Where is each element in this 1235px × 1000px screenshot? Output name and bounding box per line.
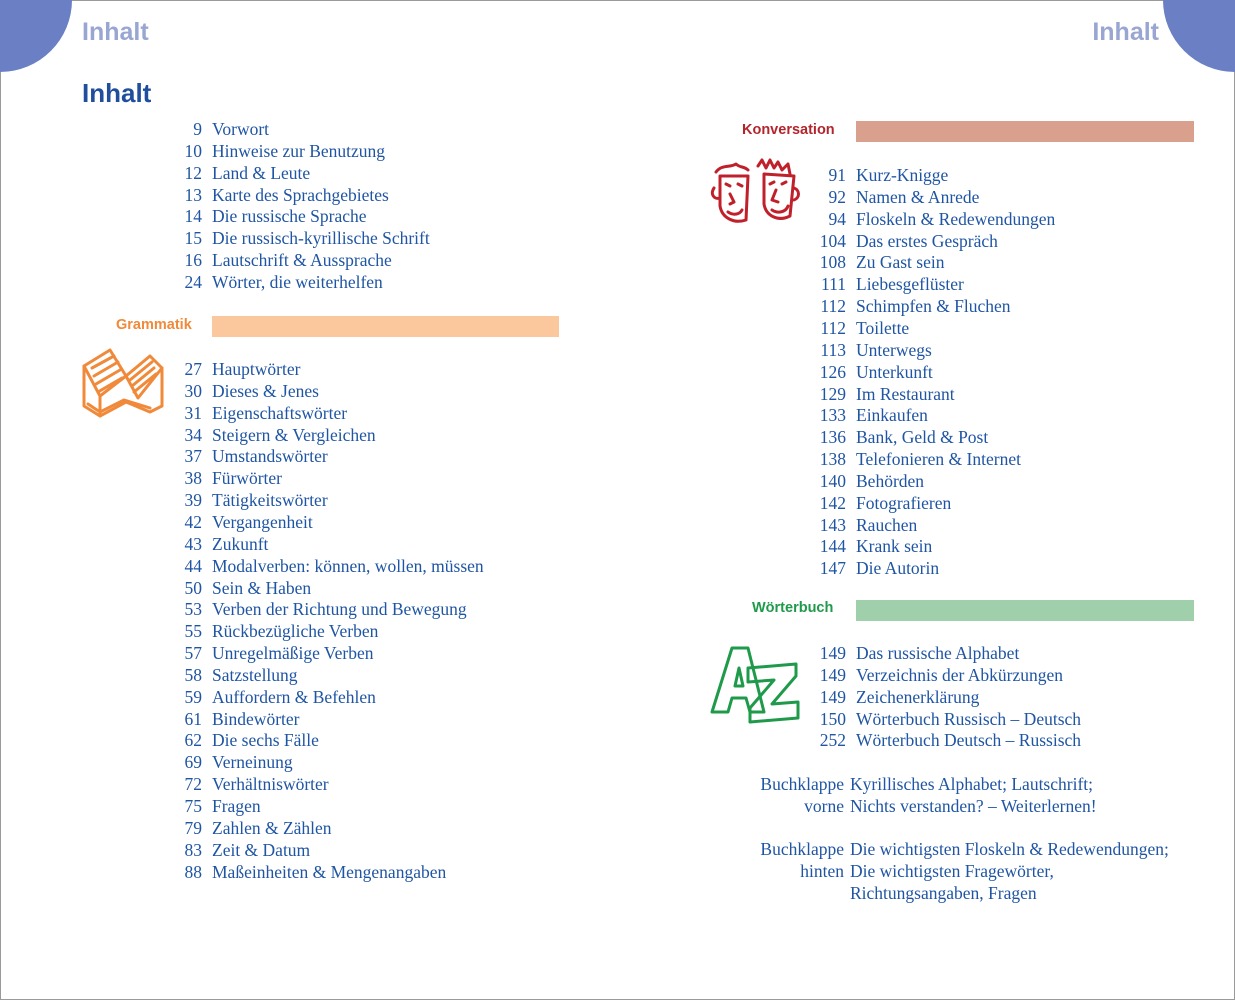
page-title: Inhalt [82, 78, 152, 108]
buchklappe-vorne-label-1: Buchklappe [760, 774, 844, 794]
toc-entry-title: Telefonieren & Internet [856, 449, 1021, 470]
toc-page-number: 149 [819, 686, 846, 707]
toc-entry-title: Eigenschaftswörter [212, 402, 348, 423]
toc-entry-title: Verneinung [212, 752, 293, 773]
toc-entry-title: Die Autorin [856, 558, 940, 579]
toc-entry-title: Zukunft [212, 533, 269, 554]
toc-entry-title: Karte des Sprachgebietes [212, 184, 389, 205]
toc-page-number: 140 [819, 470, 846, 491]
toc-page-number: 16 [184, 250, 202, 271]
toc-entry-title: Verzeichnis der Abkürzungen [856, 664, 1064, 685]
toc-page-number: 42 [184, 511, 202, 532]
toc-entry-title: Namen & Anrede [856, 186, 980, 207]
toc-page-number: 38 [184, 468, 202, 489]
toc-page-number: 149 [819, 643, 846, 663]
toc-entry-title: Vorwort [212, 119, 270, 139]
toc-page-number: 149 [819, 664, 846, 685]
toc-page-number: 144 [819, 536, 846, 557]
buchklappe-hinten-line-3: Richtungsangaben, Fragen [850, 883, 1037, 903]
toc-entry-title: Das erstes Gespräch [856, 230, 998, 251]
toc-page-number: 72 [184, 774, 202, 795]
toc-page-number: 62 [184, 730, 202, 751]
toc-entry-title: Schimpfen & Fluchen [856, 296, 1011, 317]
toc-page-number: 53 [184, 599, 202, 620]
toc-page-number: 58 [184, 664, 202, 685]
toc-entry-title: Zeit & Datum [212, 839, 311, 860]
toc-page-number: 43 [184, 533, 202, 554]
toc-page-number: 104 [819, 230, 846, 251]
toc-entry-title: Dieses & Jenes [212, 380, 319, 401]
toc-page-number: 10 [184, 140, 202, 161]
toc-entry-title: Zeichenerklärung [856, 686, 980, 707]
toc-entry-title: Wörterbuch Deutsch – Russisch [856, 730, 1082, 751]
toc-entry-title: Verhältniswörter [212, 774, 329, 795]
buchklappe-hinten-line-2: Die wichtigsten Fragewörter, [850, 861, 1054, 881]
toc-page-number: 61 [184, 708, 202, 729]
toc-page-number: 50 [184, 577, 202, 598]
toc-page-number: 138 [819, 449, 846, 470]
toc-entry-title: Fragen [212, 796, 261, 816]
toc-page-number: 142 [819, 492, 846, 513]
toc-page-number: 24 [184, 271, 202, 292]
toc-page-number: 39 [184, 490, 202, 511]
toc-entry-title: Tätigkeitswörter [212, 490, 328, 511]
buchklappe-hinten-label-2: hinten [800, 861, 844, 881]
toc-page-number: 12 [184, 162, 202, 183]
buchklappe-hinten-line-1: Die wichtigsten Floskeln & Redewendungen; [850, 839, 1169, 859]
toc-page-number: 27 [184, 359, 202, 379]
section-bar-woerterbuch [856, 600, 1194, 621]
toc-entry-title: Wörter, die weiterhelfen [212, 271, 383, 292]
toc-entry-title: Im Restaurant [856, 383, 955, 404]
running-head-right: Inhalt [1092, 18, 1159, 46]
toc-entry-title: Maßeinheiten & Mengenangaben [212, 861, 447, 882]
toc-entry-title: Unterkunft [856, 361, 933, 382]
toc-entry-title: Wörterbuch Russisch – Deutsch [856, 708, 1082, 729]
toc-page-number: 133 [819, 405, 846, 426]
toc-entry-title: Rauchen [856, 514, 918, 535]
toc-page-number: 94 [828, 208, 846, 229]
toc-page-number: 9 [193, 119, 202, 139]
buchklappe-vorne-line-1: Kyrillisches Alphabet; Lautschrift; [850, 774, 1094, 794]
toc-page-number: 112 [820, 296, 846, 317]
toc-page-number: 83 [184, 839, 202, 860]
toc-page-number: 113 [820, 339, 846, 360]
toc-page-number: 44 [184, 555, 202, 576]
toc-page-number: 15 [184, 228, 202, 249]
toc-entry-title: Rückbezügliche Verben [212, 621, 379, 642]
buchklappe-vorne-label-2: vorne [804, 796, 844, 816]
toc-page-number: 37 [184, 446, 202, 467]
toc-page-number: 147 [819, 558, 846, 579]
toc-page-number: 55 [184, 621, 202, 642]
toc-page-number: 31 [184, 402, 202, 423]
toc-page-number: 143 [819, 514, 846, 535]
toc-page-number: 30 [184, 380, 202, 401]
toc-page-number: 129 [819, 383, 846, 404]
toc-page-number: 75 [184, 796, 202, 816]
toc-entry-title: Fürwörter [212, 468, 282, 489]
toc-page-number: 91 [828, 165, 846, 185]
toc-entry-title: Zu Gast sein [856, 252, 945, 273]
toc-entry-title: Fotografieren [856, 492, 952, 513]
section-heading-konversation: Konversation [742, 122, 835, 138]
toc-entry-title: Bank, Geld & Post [856, 427, 989, 448]
buchklappe-vorne-line-2: Nichts verstanden? – Weiterlernen! [850, 796, 1097, 816]
toc-entry-title: Liebesgeflüster [856, 274, 964, 295]
toc-page-number: 136 [819, 427, 846, 448]
toc-entry-title: Unregelmäßige Verben [212, 643, 374, 664]
toc-page-number: 92 [828, 186, 846, 207]
buchklappe-hinten-label-1: Buchklappe [760, 839, 844, 859]
section-heading-grammatik: Grammatik [116, 317, 192, 333]
toc-entry-title: Das russische Alphabet [856, 643, 1020, 663]
toc-entry-title: Umstandswörter [212, 446, 328, 467]
toc-entry-title: Unterwegs [856, 339, 932, 360]
running-head-left: Inhalt [82, 18, 149, 46]
toc-page-number: 59 [184, 686, 202, 707]
section-heading-woerterbuch: Wörterbuch [752, 600, 834, 616]
toc-entry-title: Bindewörter [212, 708, 300, 729]
toc-page-number: 14 [184, 206, 202, 227]
toc-entry-title: Verben der Richtung und Bewegung [212, 599, 467, 620]
toc-page-number: 111 [821, 274, 846, 295]
toc-entry-title: Sein & Haben [212, 577, 312, 598]
toc-entry-title: Zahlen & Zählen [212, 817, 332, 838]
toc-page-number: 112 [820, 317, 846, 338]
toc-entry-title: Modalverben: können, wollen, müssen [212, 555, 484, 576]
toc-entry-title: Die russisch-kyrillische Schrift [212, 228, 430, 249]
section-bar-konversation [856, 121, 1194, 142]
section-bar-grammatik [212, 316, 559, 337]
toc-entry-title: Hauptwörter [212, 359, 301, 379]
toc-page-number: 57 [184, 643, 202, 664]
toc-entry-title: Die sechs Fälle [212, 730, 319, 751]
toc-entry-title: Krank sein [856, 536, 933, 557]
toc-entry-title: Behörden [856, 470, 925, 491]
toc-entry-title: Kurz-Knigge [856, 165, 949, 185]
toc-entry-title: Land & Leute [212, 162, 311, 183]
toc-page-number: 69 [184, 752, 202, 773]
toc-page-number: 108 [819, 252, 846, 273]
toc-entry-title: Satzstellung [212, 664, 298, 685]
toc-page-number: 252 [819, 730, 846, 751]
toc-page-number: 150 [819, 708, 846, 729]
toc-entry-title: Einkaufen [856, 405, 928, 426]
toc-entry-title: Toilette [856, 317, 910, 338]
toc-page-number: 34 [184, 424, 202, 445]
toc-entry-title: Vergangenheit [212, 511, 313, 532]
toc-entry-title: Steigern & Vergleichen [212, 424, 376, 445]
toc-entry-title: Die russische Sprache [212, 206, 367, 227]
toc-page-number: 13 [184, 184, 202, 205]
toc-entry-title: Floskeln & Redewendungen [856, 208, 1056, 229]
toc-page-number: 88 [184, 861, 202, 882]
toc-entry-title: Hinweise zur Benutzung [212, 140, 386, 161]
toc-page-number: 126 [819, 361, 846, 382]
toc-entry-title: Auffordern & Befehlen [212, 686, 376, 707]
toc-page-number: 79 [184, 817, 202, 838]
toc-entry-title: Lautschrift & Aussprache [212, 250, 392, 271]
